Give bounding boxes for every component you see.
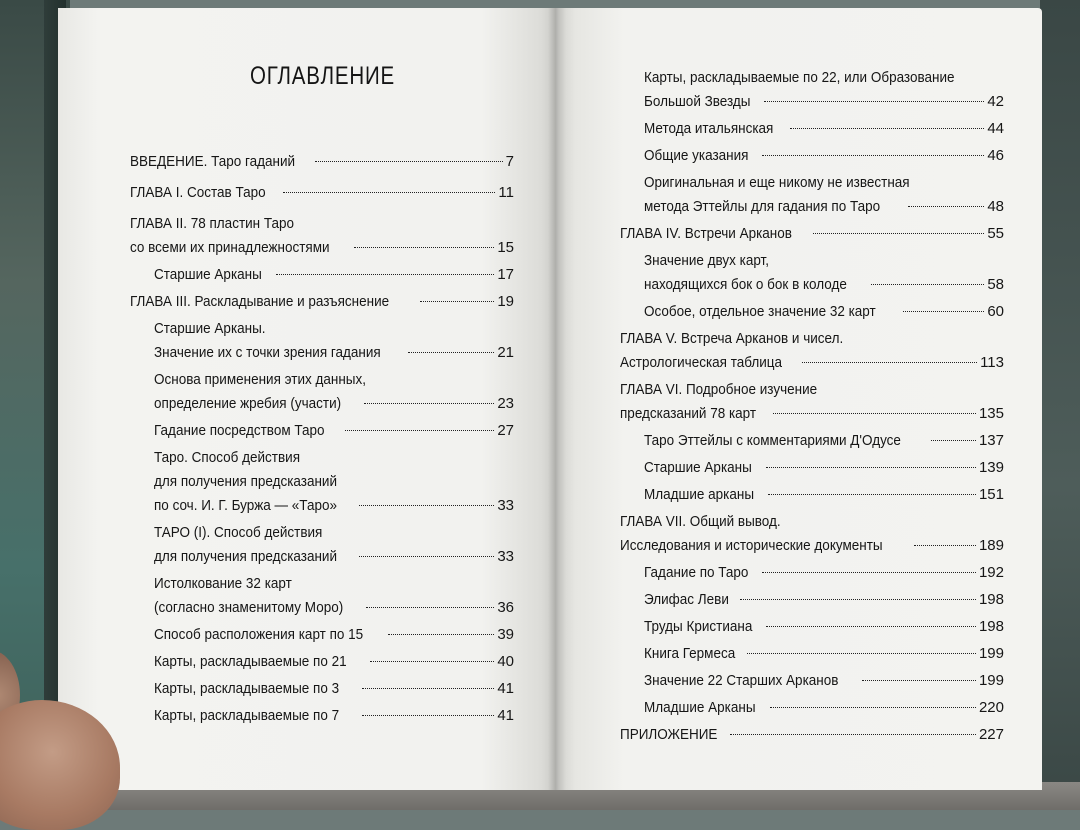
toc-entry-line [644, 429, 1004, 453]
toc-entry-line [644, 249, 1004, 273]
toc-entry-title: Старшие Арканы [644, 459, 752, 476]
toc-entry [154, 572, 514, 620]
toc-entry-title: находящихся бок о бок в колоде [644, 276, 847, 293]
toc-page-number: 33 [497, 497, 514, 514]
toc-entry-line [644, 300, 1004, 324]
toc-entry-line [130, 181, 514, 205]
dot-leader [790, 128, 985, 129]
toc-entry-line [154, 623, 514, 647]
toc-entry-title: Старшие Арканы. [154, 320, 266, 337]
toc-entry [644, 300, 1004, 324]
toc-page-number: 44 [987, 120, 1004, 137]
toc-page-number: 227 [978, 726, 1004, 743]
toc-entry-line [620, 723, 1004, 747]
toc-entry-title: Младшие Арканы [644, 699, 756, 716]
toc-page-number: 198 [978, 591, 1004, 608]
dot-leader [730, 734, 976, 735]
toc-entry-title: ГЛАВА II. 78 пластин Таро [130, 215, 295, 232]
dot-leader [362, 688, 495, 689]
dot-leader [773, 413, 976, 414]
dot-leader [276, 274, 495, 275]
toc-page-number: 7 [505, 153, 514, 170]
dot-leader [747, 653, 976, 654]
toc-entry-title: Метода итальянская [644, 120, 774, 137]
toc-page-number: 137 [978, 432, 1004, 449]
dot-leader [315, 161, 502, 162]
toc-entry [644, 642, 1004, 666]
toc-entry-line [154, 494, 514, 518]
toc-entry-line [644, 696, 1004, 720]
toc-page-number: 39 [497, 626, 514, 643]
toc-entry-title: Карты, раскладываемые по 22, или Образование [644, 69, 955, 86]
toc-page-number: 151 [978, 486, 1004, 503]
toc-entry-line [154, 572, 514, 596]
toc-entry-line [154, 341, 514, 365]
book-gutter [548, 8, 566, 790]
toc-entry-title: предсказаний 78 карт [620, 405, 757, 422]
toc-entry-line [644, 144, 1004, 168]
toc-entry-title: для получения предсказаний [154, 473, 338, 490]
toc-entry-title: Гадание по Таро [644, 564, 749, 581]
toc-entry-line [644, 561, 1004, 585]
toc-entry-title: ГЛАВА IV. Встречи Арканов [620, 225, 792, 242]
toc-entry-line [644, 66, 1004, 90]
toc-entry [154, 623, 514, 647]
toc-entry-line [154, 470, 514, 494]
toc-page-number: 23 [497, 395, 514, 412]
dot-leader [370, 661, 494, 662]
toc-entry-title: ГЛАВА V. Встреча Арканов и чисел. [620, 330, 844, 347]
toc-entry-title: для получения предсказаний [154, 548, 338, 565]
toc-entry-title: Большой Звезды [644, 93, 751, 110]
toc-entry-line [644, 90, 1004, 114]
dot-leader [768, 494, 976, 495]
dot-leader [764, 101, 984, 102]
dot-leader [354, 247, 495, 248]
toc-entry-line [644, 615, 1004, 639]
toc-entry-line [620, 534, 1004, 558]
toc-page-number: 42 [987, 93, 1004, 110]
toc-entry-line [620, 222, 1004, 246]
toc-entry-line [154, 419, 514, 443]
toc-page-number: 139 [978, 459, 1004, 476]
toc-entry [644, 696, 1004, 720]
page-title: ОГЛАВЛЕНИЕ [250, 62, 396, 90]
toc-entry [644, 615, 1004, 639]
background-right [1040, 0, 1080, 810]
toc-entry-title: определение жребия (участи) [154, 395, 342, 412]
toc-entry-title: Исследования и исторические документы [620, 537, 883, 554]
toc-entry-line [644, 195, 1004, 219]
toc-page-number: 192 [978, 564, 1004, 581]
toc-page-number: 46 [987, 147, 1004, 164]
toc-entry-line [154, 677, 514, 701]
toc-page-number: 60 [987, 303, 1004, 320]
toc-entry [620, 327, 1004, 375]
toc-entry-line [154, 521, 514, 545]
toc-entry-line [644, 117, 1004, 141]
dot-leader [908, 206, 984, 207]
toc-entry-title: Старшие Арканы [154, 266, 262, 283]
toc-page-number: 41 [497, 707, 514, 724]
dot-leader [762, 155, 984, 156]
toc-entry [620, 222, 1004, 246]
toc-page-number: 15 [497, 239, 514, 256]
toc-page-number: 19 [497, 293, 514, 310]
toc-entry-line [154, 446, 514, 470]
dot-leader [740, 599, 976, 600]
toc-entry-title: Истолкование 32 карт [154, 575, 292, 592]
toc-entry-title: Особое, отдельное значение 32 карт [644, 303, 876, 320]
toc-entry-line [154, 650, 514, 674]
toc-entry-line [130, 236, 514, 260]
toc-entry-title: ТАРО (I). Способ действия [154, 524, 323, 541]
dot-leader [366, 607, 494, 608]
toc-entry [644, 669, 1004, 693]
toc-entry-line [620, 378, 1004, 402]
toc-entry [154, 677, 514, 701]
dot-leader [931, 440, 975, 441]
toc-entry-line [644, 642, 1004, 666]
toc-entry [644, 483, 1004, 507]
toc-page-number: 40 [497, 653, 514, 670]
toc-entry-title: Значение их с точки зрения гадания [154, 344, 381, 361]
toc-page-number: 17 [497, 266, 514, 283]
toc-entry-line [644, 483, 1004, 507]
toc-entry [620, 723, 1004, 747]
toc-entry-title: Способ расположения карт по 15 [154, 626, 364, 643]
dot-leader [766, 626, 976, 627]
toc-entry [620, 378, 1004, 426]
toc-page-number: 189 [978, 537, 1004, 554]
dot-leader [862, 680, 976, 681]
toc-entry-title: Основа применения этих данных, [154, 371, 366, 388]
toc-entry-line [644, 669, 1004, 693]
toc-entry [154, 446, 514, 518]
toc-page-number: 36 [497, 599, 514, 616]
toc-entry-title: Значение двух карт, [644, 252, 769, 269]
dot-leader [345, 430, 494, 431]
dot-leader [762, 572, 976, 573]
toc-entry-line [644, 273, 1004, 297]
toc-entry [154, 704, 514, 728]
dot-leader [359, 505, 494, 506]
toc-entry-title: метода Эттейлы для гадания по Таро [644, 198, 881, 215]
toc-entry-title: Труды Кристиана [644, 618, 753, 635]
toc-entry-title: Карты, раскладываемые по 3 [154, 680, 340, 697]
toc-entry [154, 263, 514, 287]
toc-entry-line [644, 456, 1004, 480]
toc-entry-title: ГЛАВА VII. Общий вывод. [620, 513, 781, 530]
toc-page-number: 55 [987, 225, 1004, 242]
toc-entry-title: (согласно знаменитому Моро) [154, 599, 344, 616]
toc-page-number: 220 [978, 699, 1004, 716]
dot-leader [408, 352, 494, 353]
toc-entry-title: Таро Эттейлы с комментариями Д'Одусе [644, 432, 901, 449]
toc-entry [130, 181, 514, 205]
dot-leader [283, 192, 496, 193]
toc-entry [154, 650, 514, 674]
toc-entry [644, 429, 1004, 453]
toc-entry-line [154, 368, 514, 392]
dot-leader [802, 362, 977, 363]
dot-leader [359, 556, 494, 557]
toc-entry [644, 144, 1004, 168]
toc-entry-line [154, 392, 514, 416]
dot-leader [420, 301, 494, 302]
dot-leader [770, 707, 976, 708]
toc-entry [154, 521, 514, 569]
toc-page-number: 27 [497, 422, 514, 439]
toc-page-number: 33 [497, 548, 514, 565]
toc-entry-title: Карты, раскладываемые по 21 [154, 653, 347, 670]
toc-entry-title: ПРИЛОЖЕНИЕ [620, 726, 718, 743]
toc-page-number: 198 [978, 618, 1004, 635]
toc-entry [130, 150, 514, 174]
toc-entry [644, 117, 1004, 141]
toc-entry-line [620, 402, 1004, 426]
dot-leader [766, 467, 976, 468]
toc-entry-title: со всеми их принадлежностями [130, 239, 330, 256]
toc-entry-title: ВВЕДЕНИЕ. Таро гаданий [130, 153, 296, 170]
toc-entry [620, 510, 1004, 558]
dot-leader [813, 233, 984, 234]
toc-page-number: 135 [978, 405, 1004, 422]
toc-entry-line [620, 327, 1004, 351]
toc-entry [154, 317, 514, 365]
toc-page-number: 11 [498, 184, 514, 201]
dot-leader [388, 634, 494, 635]
toc-entry-title: Оригинальная и еще никому не известная [644, 174, 910, 191]
toc-page-number: 113 [980, 354, 1004, 371]
toc-entry-line [620, 510, 1004, 534]
dot-leader [364, 403, 494, 404]
toc-entry-line [644, 171, 1004, 195]
toc-entry [130, 212, 514, 260]
toc-entry-title: ГЛАВА I. Состав Таро [130, 184, 266, 201]
toc-entry-title: Гадание посредством Таро [154, 422, 325, 439]
toc-entry [644, 588, 1004, 612]
toc-page-number: 21 [497, 344, 514, 361]
toc-entry-line [620, 351, 1004, 375]
toc-page-number: 199 [978, 645, 1004, 662]
toc-page-number: 41 [497, 680, 514, 697]
toc-entry-title: Значение 22 Старших Арканов [644, 672, 839, 689]
toc-entry-line [130, 212, 514, 236]
toc-entry [644, 561, 1004, 585]
dot-leader [362, 715, 495, 716]
toc-entry-title: по соч. И. Г. Буржа — «Таро» [154, 497, 337, 514]
toc-entry-title: Общие указания [644, 147, 749, 164]
toc-entry-line [154, 263, 514, 287]
toc-entry-line [154, 545, 514, 569]
toc-entry-line [644, 588, 1004, 612]
toc-entry-line [130, 150, 514, 174]
toc-page-number: 58 [987, 276, 1004, 293]
toc-entry-line [154, 596, 514, 620]
toc-entry-title: Младшие арканы [644, 486, 755, 503]
dot-leader [871, 284, 984, 285]
dot-leader [903, 311, 984, 312]
dot-leader [914, 545, 976, 546]
toc-right-column [620, 66, 1004, 747]
toc-entry-line [154, 317, 514, 341]
toc-page-number: 48 [987, 198, 1004, 215]
toc-entry [644, 456, 1004, 480]
toc-entry-line [130, 290, 514, 314]
toc-entry [154, 419, 514, 443]
toc-entry-title: Карты, раскладываемые по 7 [154, 707, 340, 724]
toc-entry [644, 249, 1004, 297]
toc-left-column [130, 150, 514, 728]
toc-entry [130, 290, 514, 314]
toc-entry-title: ГЛАВА III. Раскладывание и разъяснение [130, 293, 390, 310]
toc-entry [154, 368, 514, 416]
toc-entry-title: Астрологическая таблица [620, 354, 783, 371]
toc-page-number: 199 [978, 672, 1004, 689]
toc-entry-title: Элифас Леви [644, 591, 729, 608]
toc-entry-title: Книга Гермеса [644, 645, 736, 662]
toc-entry [644, 66, 1004, 114]
toc-entry [644, 171, 1004, 219]
toc-entry-title: ГЛАВА VI. Подробное изучение [620, 381, 818, 398]
toc-entry-title: Таро. Способ действия [154, 449, 301, 466]
toc-entry-line [154, 704, 514, 728]
